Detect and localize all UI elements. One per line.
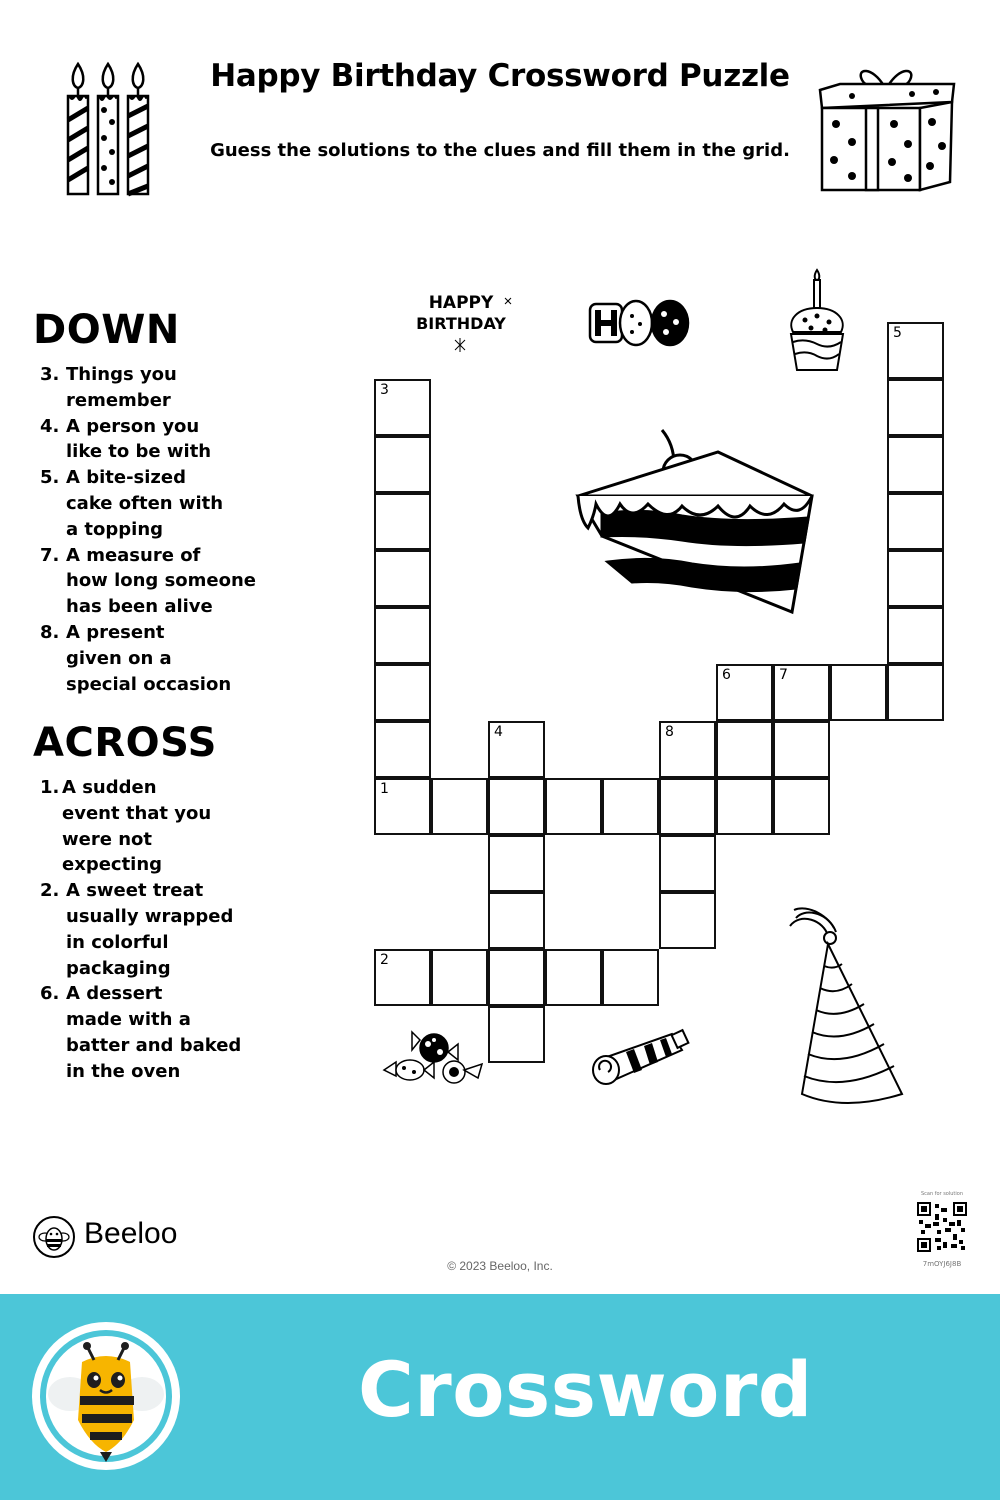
gift-box-icon [812, 62, 960, 196]
clue-number: 2. [40, 880, 60, 902]
beeloo-logo-icon [32, 1215, 76, 1259]
crossword-cell[interactable] [830, 664, 887, 721]
candles-icon [62, 60, 162, 200]
page-title: Happy Birthday Crossword Puzzle [210, 58, 790, 94]
crossword-cell[interactable] [602, 949, 659, 1006]
down-clue [40, 620, 266, 697]
crossword-cell[interactable] [488, 1006, 545, 1063]
across-heading: ACROSS [33, 720, 217, 766]
crossword-cell[interactable] [887, 493, 944, 550]
cell-number: 8 [665, 724, 674, 740]
crossword-cell[interactable] [887, 664, 944, 721]
clue-number: 1. [40, 777, 60, 798]
clue-text: A measure of how long someone has been alive [66, 544, 257, 618]
cupcake-icon [785, 268, 849, 374]
crossword-cell[interactable] [545, 778, 602, 835]
crossword-cell[interactable] [488, 835, 545, 892]
clue-number: 4. [40, 415, 60, 437]
candies-icon [382, 1030, 486, 1088]
cell-number: 7 [779, 667, 788, 683]
down-clue [40, 543, 266, 620]
crossword-cell[interactable] [374, 436, 431, 493]
crossword-cell[interactable] [659, 892, 716, 949]
crossword-cell[interactable] [374, 550, 431, 607]
crossword-cell[interactable] [659, 835, 716, 892]
clue-text: A bite-sized cake often with a topping [66, 467, 224, 540]
party-hat-icon [784, 906, 906, 1110]
brand-name: Beeloo [84, 1217, 178, 1250]
across-clue [40, 981, 266, 1084]
down-clue [40, 414, 266, 466]
qr-caption: Scan for solution [920, 1191, 963, 1197]
clue-text: A person you like to be with [66, 415, 212, 463]
cell-number: 6 [722, 667, 731, 683]
qr-code-id: 7mOYJ6J8B [922, 1260, 962, 1268]
crossword-cell[interactable] [431, 949, 488, 1006]
sticker-birthday: BIRTHDAY [416, 314, 506, 333]
down-clue [40, 362, 266, 414]
crossword-cell[interactable] [374, 721, 431, 778]
crossword-cell[interactable] [488, 778, 545, 835]
hbd-sticker [586, 296, 692, 352]
across-clue [40, 775, 266, 878]
clue-text: Things you remember [66, 364, 177, 411]
crossword-cell[interactable] [887, 379, 944, 436]
cell-number: 5 [893, 325, 902, 341]
crossword-cell[interactable] [374, 379, 431, 436]
crossword-cell[interactable] [488, 949, 545, 1006]
cell-number: 1 [380, 781, 389, 797]
crossword-cell[interactable] [374, 664, 431, 721]
clue-text: A sudden event that you were not expecting [62, 777, 212, 876]
crossword-cell[interactable] [716, 778, 773, 835]
crossword-cell[interactable] [773, 778, 830, 835]
crossword-cell[interactable] [773, 664, 830, 721]
clue-text: A present given on a special occasion [66, 621, 232, 695]
clue-number: 6. [40, 983, 60, 1005]
happy-birthday-sticker [405, 288, 517, 358]
crossword-cell[interactable] [659, 778, 716, 835]
qr-code-icon[interactable] [917, 1202, 967, 1252]
crossword-cell[interactable] [887, 436, 944, 493]
copyright-text: © 2023 Beeloo, Inc. [447, 1259, 553, 1273]
crossword-cell[interactable] [545, 949, 602, 1006]
crossword-cell[interactable] [659, 721, 716, 778]
page-subtitle: Guess the solutions to the clues and fill them in the grid. [210, 140, 790, 161]
crossword-cell[interactable] [716, 721, 773, 778]
cell-number: 3 [380, 382, 389, 398]
clue-number: 7. [40, 544, 60, 566]
bee-mascot-icon [30, 1320, 182, 1472]
down-clue-list [40, 362, 266, 697]
down-heading: DOWN [33, 307, 180, 353]
party-blower-icon [586, 1028, 692, 1088]
crossword-cell[interactable] [602, 778, 659, 835]
cell-number: 4 [494, 724, 503, 740]
across-clue-list [40, 775, 266, 1085]
cake-slice-icon [572, 424, 834, 620]
crossword-cell[interactable] [488, 892, 545, 949]
crossword-cell[interactable] [374, 949, 431, 1006]
cell-number: 2 [380, 952, 389, 968]
crossword-cell[interactable] [887, 322, 944, 379]
clue-text: A dessert made with a batter and baked in the oven [66, 983, 242, 1082]
banner-label: Crossword [358, 1345, 813, 1434]
crossword-cell[interactable] [374, 607, 431, 664]
clue-text: A sweet treat usually wrapped in colorful packaging [66, 880, 234, 979]
clue-number: 5. [40, 467, 60, 489]
clue-number: 8. [40, 621, 60, 643]
crossword-cell[interactable] [716, 664, 773, 721]
across-clue [40, 878, 266, 981]
crossword-cell[interactable] [887, 550, 944, 607]
clue-number: 3. [40, 364, 60, 385]
crossword-cell[interactable] [488, 721, 545, 778]
sticker-happy: HAPPY [428, 293, 494, 313]
down-clue [40, 465, 266, 542]
crossword-cell[interactable] [374, 493, 431, 550]
crossword-cell[interactable] [431, 778, 488, 835]
crossword-cell[interactable] [773, 721, 830, 778]
crossword-cell[interactable] [887, 607, 944, 664]
crossword-cell[interactable] [374, 778, 431, 835]
